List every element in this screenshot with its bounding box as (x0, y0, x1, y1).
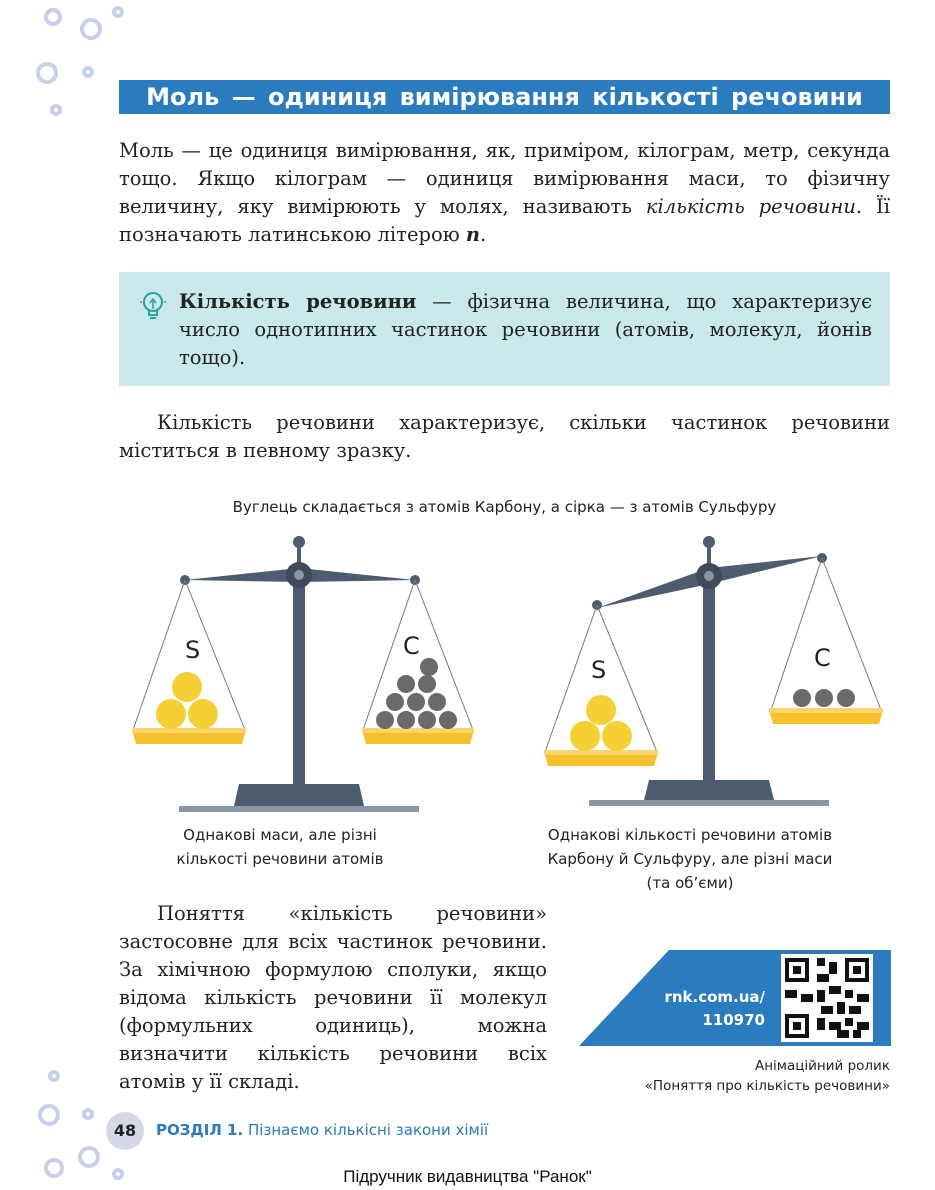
left-scale-c-label: C (403, 632, 420, 660)
chapter-name: Пізнаємо кількісні закони хімії (243, 1121, 489, 1139)
promo-caption (560, 1056, 890, 1096)
decor-circle (48, 1070, 60, 1082)
intro-text-2: Її позначають латинською літерою (119, 195, 890, 246)
promo-url[interactable] (641, 986, 765, 1032)
caption-right-line: (та об’єми) (646, 874, 734, 892)
promo-caption-line2: «Поняття про кількість речовини» (644, 1078, 890, 1094)
decor-circle (50, 104, 62, 116)
chapter-label: РОЗДІЛ 1. (156, 1121, 244, 1139)
definition-text (179, 288, 872, 372)
decor-circle (82, 1108, 94, 1120)
paragraph-3: Поняття «кількість речовини» застосовне для всіх частинок речовини. За хімічною формулою сполуки, якщо відома кількість речовини її молекул (формульних одиниць), можна визначити кількість речовини всіх атомів у її складі. (119, 902, 547, 1093)
section-title: Моль — одиниця вимірювання кількості речовини (119, 80, 890, 114)
promo-url-line1[interactable]: rnk.com.ua/ (664, 988, 765, 1006)
decor-circle (78, 1146, 100, 1168)
figure-title: Вуглець складається з атомів Карбону, а сірка — з атомів Сульфуру (232, 498, 777, 516)
caption-right-line: Однакові кількості речовини атомів (547, 826, 833, 844)
intro-end: . (480, 223, 487, 246)
caption-right (520, 823, 860, 895)
decor-circle (44, 8, 62, 26)
intro-term: кількість речовини. (645, 195, 863, 218)
decor-circle (80, 18, 102, 40)
page-number: 48 (106, 1112, 144, 1150)
decor-circle (112, 6, 124, 18)
intro-text: Моль — це одиниця вимірювання, як, приміром, кілограм, метр, секунда тощо. Якщо кілограм — одиниця вимірювання маси, то фізичну величину, яку вимірюють у молях, називають (119, 139, 890, 218)
caption-left-line: Однакові маси, але різні (183, 826, 377, 844)
lightbulb-icon (139, 290, 167, 322)
definition-box (119, 272, 890, 386)
decor-circle (38, 1104, 60, 1126)
symbol-n: n (465, 223, 481, 246)
definition-body: — фізична величина, що характеризує число однотипних частинок речовини (атомів, молекул, йонів тощо). (179, 290, 872, 369)
caption-left (130, 823, 430, 871)
caption-left-line: кількості речовини атомів (176, 850, 384, 868)
paragraph-2: Кількість речовини характеризує, скільки частинок речовини міститься в певному зразку. (119, 411, 890, 462)
qr-code-icon[interactable] (785, 958, 869, 1038)
publisher-footer: Підручник видавництва "Ранок" (343, 1167, 592, 1186)
promo-url-line2[interactable]: 110970 (702, 1011, 765, 1029)
chapter-title (156, 1121, 488, 1139)
intro-paragraph (119, 137, 890, 249)
balanced-scale (132, 536, 474, 812)
video-promo-banner[interactable] (579, 950, 891, 1046)
left-scale-s-label: S (185, 636, 201, 664)
definition-term: Кількість речовини (179, 290, 417, 313)
right-scale-s-label: S (591, 656, 607, 684)
promo-caption-line1: Анімаційний ролик (754, 1058, 890, 1074)
decor-circle (36, 62, 58, 84)
caption-right-line: Карбону й Сульфуру, але різні маси (547, 850, 833, 868)
decor-circle (82, 66, 94, 78)
right-scale-c-label: C (814, 644, 831, 672)
scales-illustration (119, 530, 890, 820)
